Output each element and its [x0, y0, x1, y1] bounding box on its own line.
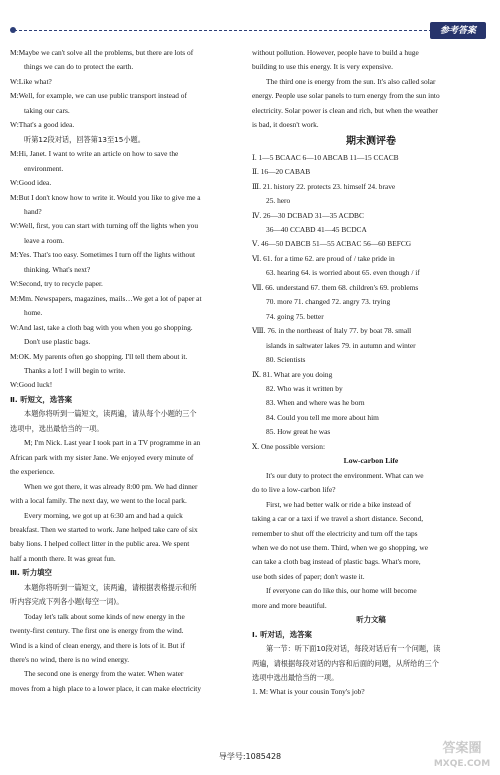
text-line: Ⅲ. 21. history 22. protects 23. himself 24. brave	[252, 181, 396, 191]
watermark-logo: 答案圈 MXQE.COM	[433, 741, 491, 769]
text-line: Ⅱ. 16—20 CABAB	[252, 167, 311, 177]
text-line: 本题你将听到一篇短文，读两遍，请根据表格提示和所	[24, 582, 197, 592]
text-line: M:But I don't know how to write it. Would you like to give me a	[10, 192, 201, 202]
text-line: hand?	[24, 206, 42, 216]
footer-code: 导学号:1085428	[218, 752, 282, 761]
text-line: 两遍，请根据每段对话的内容和后面的问题，从所给的三个	[252, 658, 439, 668]
text-line: there's no wind, there is no wind energy.	[10, 655, 130, 665]
listening-script	[252, 628, 490, 700]
text-line: 74. going 75. better	[266, 311, 324, 321]
text-line: M:Yes. That's too easy. Sometimes I turn off the lights without	[10, 250, 195, 260]
text-line: First, we had better walk or ride a bike instead of	[266, 499, 412, 509]
text-line: 36—40 CCABD 41—45 BCDCA	[266, 224, 367, 234]
text-line: breakfast. Then we started to work. Jane helped take care of six	[10, 524, 198, 534]
text-line: twenty-first century. The first one is energy from the wind.	[10, 626, 184, 636]
text-line: M; I'm Nick. Last year I took part in a TV programme in an	[24, 438, 201, 448]
text-line: W:Like what?	[10, 76, 52, 86]
text-line: Today let's talk about some kinds of new energy in the	[24, 611, 185, 621]
text-line: 80. Scientists	[266, 355, 306, 365]
text-line: 82. Who was it written by	[266, 383, 343, 393]
text-line: Ⅵ. 61. for a time 62. are proud of / take pride in	[252, 253, 395, 263]
text-line: M:Well, for example, we can use public transport instead of	[10, 91, 187, 101]
text-line: remember to shut off the electricity and turn off the taps	[252, 528, 418, 538]
text-line: without pollution. However, people have to build a huge	[252, 48, 419, 57]
text-line: When we got there, it was already 8:00 pm. We had dinner	[24, 481, 198, 491]
text-line: can take a cloth bag instead of plastic bags. What's more,	[252, 557, 421, 567]
text-line: 85. How great he was	[266, 427, 331, 437]
text-line: Ⅱ. 听短文，选答案	[10, 394, 72, 404]
text-line: islands in saltwater lakes 79. in autumn and winter	[266, 340, 416, 350]
right-intro	[252, 46, 490, 133]
text-line: 本题你将听到一篇短文，读两遍，请从每个小题的三个	[24, 409, 197, 419]
text-line: Ⅲ. 听力填空	[10, 568, 52, 578]
text-line: home.	[24, 308, 43, 318]
text-line: environment.	[24, 163, 64, 173]
text-line: leave a room.	[24, 235, 65, 245]
text-line: Don't use plastic bags.	[24, 337, 91, 347]
text-line: The third one is energy from the sun. It's also called solar	[266, 76, 436, 86]
text-line: The second one is energy from the water. When water	[24, 669, 184, 679]
text-line: African park with my sister Jane. We enjoyed every minute of	[10, 452, 194, 462]
text-line: electricity. Solar power is clean and rich, but when the weather	[252, 105, 438, 115]
text-line: energy. People use solar panels to turn energy from the sun into	[252, 91, 440, 101]
text-line: more and more beautiful.	[252, 600, 327, 610]
text-line: taking a car or a taxi if we travel a short distance. Second,	[252, 514, 424, 524]
header-badge: 参考答案	[430, 22, 486, 39]
text-line: when we do not use them. Third, when we go shopping, we	[252, 542, 428, 552]
text-line: M:OK. My parents often go shopping. I'll tell them about it.	[10, 351, 188, 361]
right-column	[252, 46, 490, 700]
text-line: Ⅷ. 76. in the northeast of Italy 77. by boat 78. small	[252, 326, 412, 336]
text-line: baby lions. I helped collect litter in the public area. We spent	[10, 539, 190, 549]
text-line: W:Well, first, you can start with turning off the lights when you	[10, 221, 199, 231]
text-line: M:Hi, Janet. I want to write an article on how to save the	[10, 149, 179, 159]
text-line: W:Good idea.	[10, 178, 52, 188]
essay	[252, 469, 490, 614]
text-line: use both sides of paper; don't waste it.	[252, 571, 365, 581]
text-line: 83. When and where was he born	[266, 398, 365, 408]
left-column	[10, 46, 245, 696]
text-line: It's our duty to protect the environment. What can we	[266, 470, 424, 480]
text-line: W:Second, try to recycle paper.	[10, 279, 103, 289]
text-line: M:Maybe we can't solve all the problems, but there are lots of	[10, 48, 194, 57]
text-line: Ⅴ. 46—50 DABCB 51—55 ACBAC 56—60 BEFCG	[252, 239, 412, 249]
text-line: thinking. What's next?	[24, 264, 91, 274]
text-line: taking our cars.	[24, 105, 70, 115]
text-line: with a local family. The next day, we went to the local park.	[10, 496, 187, 506]
header-rule	[14, 30, 432, 31]
text-line: building to use this energy. It is very expensive.	[252, 62, 394, 72]
text-line: the experience.	[10, 467, 55, 477]
text-line: 听内容完成下列各小题(每空一词)。	[10, 597, 124, 607]
text-line: 70. more 71. changed 72. angry 73. trying	[266, 297, 391, 307]
text-line: 63. hearing 64. is worried about 65. even though / if	[266, 268, 420, 278]
text-line: Thanks a lot! I will begin to write.	[24, 365, 126, 375]
listening-title: 听力文稿	[356, 615, 386, 625]
text-line: W:And last, take a cloth bag with you when you go shopping.	[10, 322, 193, 332]
answer-key	[252, 151, 490, 455]
text-line: Ⅰ. 1—5 BCAAC 6—10 ABCAB 11—15 CCACB	[252, 152, 399, 162]
text-line: Ⅰ. 听对话，选答案	[252, 629, 312, 639]
text-line: Ⅹ. One possible version:	[252, 441, 326, 451]
text-line: moves from a high place to a lower place, it can make electricity	[10, 683, 202, 693]
essay-title: Low-carbon Life	[343, 456, 399, 466]
text-line: If everyone can do like this, our home will become	[266, 586, 417, 596]
text-line: 选项中，选出最恰当的一项。	[10, 423, 104, 433]
text-line: W:That's a good idea.	[10, 120, 75, 130]
text-line: 84. Could you tell me more about him	[266, 412, 379, 422]
text-line: 25. hero	[266, 196, 291, 206]
text-line: half a month there. It was great fun.	[10, 553, 116, 563]
text-line: Ⅸ. 81. What are you doing	[252, 369, 333, 379]
text-line: W:Good luck!	[10, 380, 53, 390]
text-line: Ⅳ. 26—30 DCBAD 31—35 ACDBC	[252, 210, 364, 220]
text-line: 1. M: What is your cousin Tony's job?	[252, 687, 365, 697]
text-line: Wind is a kind of clean energy, and there is lots of it. But if	[10, 640, 185, 650]
text-line: is bad, it doesn't work.	[252, 120, 319, 130]
exam-title: 期末测评卷	[346, 135, 396, 147]
header-dot	[10, 27, 16, 33]
text-line: 第一节：听下面10段对话，每段对话后有一个问题，读	[266, 644, 441, 654]
text-line: 听第12段对话，回答第13至15小题。	[24, 134, 145, 144]
text-line: do to live a low-carbon life?	[252, 485, 336, 495]
text-line: things we can do to protect the earth.	[24, 62, 134, 72]
text-line: M:Mm. Newspapers, magazines, mails…We get a lot of paper at	[10, 293, 202, 303]
text-line: Ⅶ. 66. understand 67. them 68. children's 69. problems	[252, 282, 419, 292]
text-line: 选项中选出最恰当的一项。	[252, 673, 339, 683]
text-line: Every morning, we got up at 6:30 am and had a quick	[24, 510, 183, 520]
